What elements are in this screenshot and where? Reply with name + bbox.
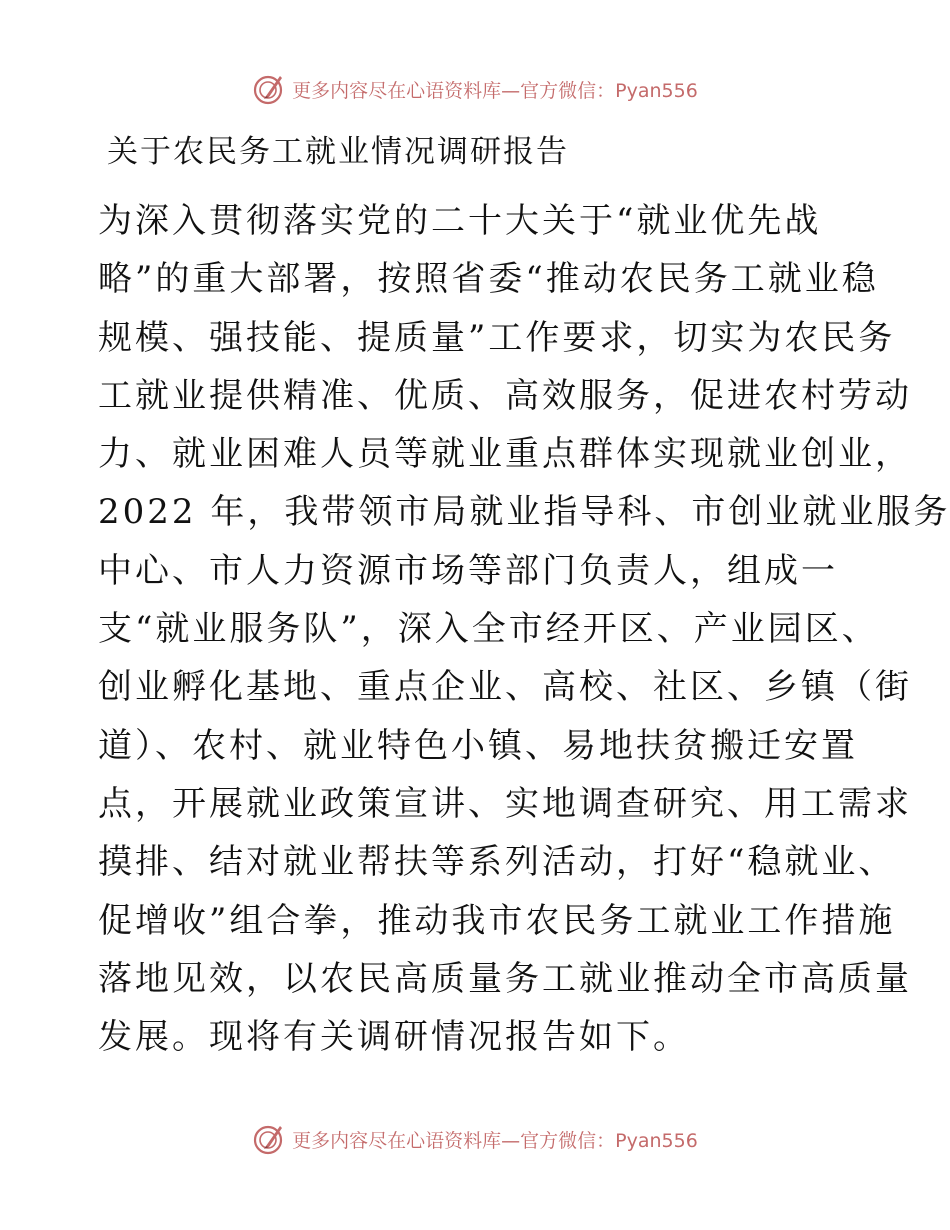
text-line: 点，开展就业政策宣讲、实地调查研究、用工需求 (98, 783, 912, 824)
text-line: 为深入贯彻落实党的二十大关于“就业优先战 (98, 201, 822, 241)
quill-pen-logo-icon (252, 1122, 286, 1156)
text-line: 2022 年，我带领市局就业指导科、市创业就业服务 (98, 492, 950, 533)
quill-pen-logo-icon (252, 72, 286, 106)
text-line: 中心、市人力资源市场等部门负责人，组成一 (98, 550, 838, 591)
text-line: 规模、强技能、提质量”工作要求，切实为农民务 (98, 317, 896, 358)
text-line: 促增收”组合拳，推动我市农民务工就业工作措施 (98, 900, 896, 941)
text-line: 略”的重大部署，按照省委“推动农民务工就业稳 (98, 259, 879, 300)
watermark-text: 更多内容尽在心语资料库—官方微信：Pyan556 (292, 1129, 698, 1152)
watermark-header (0, 72, 950, 106)
document-title: 关于农民务工就业情况调研报告 (107, 134, 569, 170)
text-line: 工就业提供精准、优质、高效服务，促进农村劳动 (98, 375, 912, 416)
text-line: 摸排、结对就业帮扶等系列活动，打好“稳就业、 (98, 842, 896, 883)
watermark-text: 更多内容尽在心语资料库—官方微信：Pyan556 (292, 79, 698, 102)
watermark-footer (0, 1122, 950, 1156)
text-line: 道）、农村、就业特色小镇、易地扶贫搬迁安置 (98, 725, 858, 766)
text-line: 支“就业服务队”，深入全市经开区、产业园区、 (98, 609, 879, 650)
text-line: 发展。现将有关调研情况报告如下。 (98, 1017, 690, 1058)
text-line: 力、就业困难人员等就业重点群体实现就业创业， (98, 434, 912, 475)
text-line: 创业孵化基地、重点企业、高校、社区、乡镇（街 (98, 667, 912, 708)
text-line: 落地见效，以农民高质量务工就业推动全市高质量 (98, 958, 912, 999)
body-paragraph (98, 192, 950, 1066)
